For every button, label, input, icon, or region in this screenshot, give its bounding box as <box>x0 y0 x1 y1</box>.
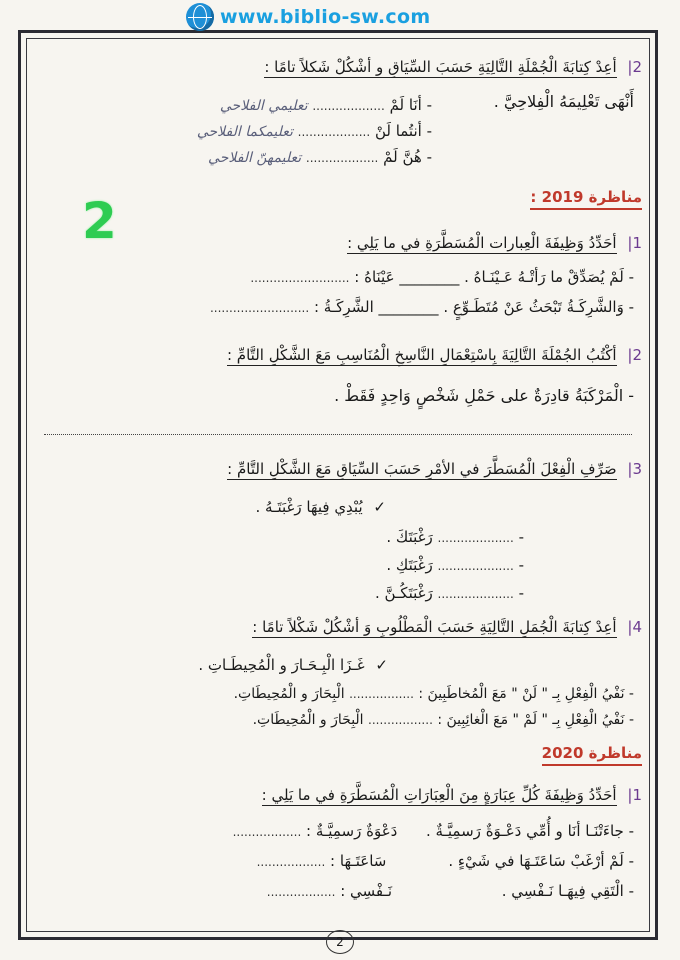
answer-dots: ................. <box>368 713 433 727</box>
source-sentence: - الْمَرْكَبَةُ قادِرَةٌ على حَمْلِ شَخْصٍ وَاحِدٍ فَقَطْ . <box>334 386 634 405</box>
term-label: عَيْنَاهُ : <box>354 268 395 286</box>
conjugation-line <box>34 528 524 546</box>
term-label: دَعْوَةٌ رَسمِيَّـةٌ : <box>306 822 398 840</box>
handwritten-answer: تعليمكما الفلاحي <box>196 124 293 140</box>
answer-dots: ................... <box>312 99 385 113</box>
exam-label: مناظرة 2019 : <box>530 188 642 206</box>
question-title: أعِدْ كِتابَةَ الْجُمَلِ التَّالِيَةِ حَسَبَ الْمَطْلُوبِ وَ أشْكُلْ شَكْلاً تامًا : <box>252 618 617 636</box>
handwritten-answer: تعليمهنّ الفلاحي <box>208 150 302 166</box>
exam-header-2019 <box>34 188 642 210</box>
transform-line <box>34 712 634 728</box>
source-sentence-line <box>34 656 388 674</box>
answer-line <box>34 148 432 166</box>
conjugation-line <box>34 556 524 574</box>
question-title: صَرِّفِ الْفِعْلَ الْمُسَطَّرَ في الأمْرِ حَسَبَ السِّيَاقِ مَعَ الشَّكْلِ التَّامِّ : <box>227 460 617 478</box>
question-heading <box>34 618 642 636</box>
question-title: أعِدْ كِتابَةَ الْجُمْلَةِ التَّالِيَةِ حَسَبَ السِّيَاقِ و أشْكُلْ شَكلاً تامًا : <box>264 58 617 76</box>
question-heading <box>34 460 642 478</box>
source-sentence: يُبْدِي فِيهَا رَغْبَتَـهُ . <box>255 498 363 516</box>
term-label: سَاعَتَـهَا : <box>330 852 387 870</box>
transform-line <box>34 686 634 702</box>
answer-dots: .......................... <box>209 301 310 315</box>
answer-dotted-line <box>44 434 632 435</box>
question-title: أكْتُبُ الجُمْلَةَ التَّالِيَةَ بِاسْتِعْمَالِ النَّاسِخِ الْمُنَاسِبِ مَعَ الشَّكْلِ التَّامِّ : <box>226 346 617 364</box>
answer-dots: .................. <box>232 825 302 839</box>
question-heading <box>34 58 642 76</box>
sentence-text: - وَالشَّرِكَـةُ تَبْحَثُ عَنْ مُتَطَـوِّعٍ . <box>443 298 634 316</box>
question-heading <box>34 234 642 252</box>
exercise-line <box>34 822 634 840</box>
suffix-text: رَغْبَتَكَ . <box>386 528 433 546</box>
tail-text: الْبِحَارَ و الْمُحِيطَاتِ. <box>233 686 345 702</box>
answer-dots: .................... <box>437 531 514 545</box>
answer-dots: ................. <box>349 687 414 701</box>
answer-dots: .................... <box>437 587 514 601</box>
source-sentence: غَـزَا الْبِـحَـارَ و الْمُحِيطَـاتِ . <box>198 656 365 674</box>
question-title: أحَدِّدُ وَظِيفَةَ الْعِبارات الْمُسَطَّرَةِ في ما يَلِي : <box>347 234 617 252</box>
site-watermark <box>186 2 496 32</box>
prompt-text: - أنتُما لَنْ <box>374 122 432 140</box>
question-number: 2| <box>627 346 642 364</box>
exam-label: مناظرة 2020 <box>541 744 642 762</box>
suffix-text: رَغْبَتَكُـنَّ . <box>374 584 433 602</box>
sentence-text: - جاءَتْنَـا أنَا و أُمِّي دَعْـوَةٌ رَسمِيَّـةٌ . <box>425 822 634 840</box>
exercise-line <box>34 882 634 900</box>
watermark-url: www.biblio-sw.com <box>220 6 431 28</box>
answer-dots: ................... <box>305 151 379 165</box>
conjugation-line <box>34 584 524 602</box>
checkmark-icon: ✓ <box>375 656 388 674</box>
handwritten-answer: تعليمي الفلاحي <box>219 98 308 114</box>
question-number: 3| <box>627 460 642 478</box>
question-number: 1| <box>627 786 642 804</box>
exam-header-2020 <box>34 744 642 766</box>
worksheet-content <box>34 44 642 924</box>
term-label: الشَّرِكَـةُ : <box>313 298 374 316</box>
sentence-text: - لَمْ يُصَدِّقْ ما رَأتْـهُ عَـيْنَـاهُ . <box>464 268 634 286</box>
question-number: 1| <box>627 234 642 252</box>
answer-line <box>34 96 432 114</box>
question-number: 2| <box>627 58 642 76</box>
source-sentence: أَنْهَى تَعْلِيمَهُ الْفِلاحِيَّ . <box>493 92 634 111</box>
page-number: 2 <box>326 930 354 954</box>
question-heading <box>34 786 642 804</box>
checkmark-icon: ✓ <box>373 498 386 516</box>
answer-line <box>34 122 432 140</box>
question-title: أحَدِّدُ وَظِيفَةَ كُلِّ عِبَارَةٍ مِنَ الْعِبَارَاتِ الْمُسَطَّرَةِ في ما يَلِي : <box>261 786 617 804</box>
globe-icon <box>186 3 214 31</box>
dash: - <box>518 556 524 574</box>
answer-dots: .................. <box>266 885 336 899</box>
sentence-text: - لَمْ أرْغَبْ سَاعَتَـهَا في شَيْءٍ . <box>448 852 634 870</box>
prompt-text: - أنَا لَمْ <box>389 96 432 114</box>
sentence-text: - الْتَقِي فِيهَـا نَـفْسِي . <box>501 882 634 900</box>
blank-line: ________ <box>378 298 439 316</box>
instruction-text: - نَفْيُ الْفِعْلِ بِـ " لَنْ " مَعَ الْمُخاطَبِينَ : <box>418 686 634 702</box>
exercise-line <box>34 268 634 286</box>
exercise-line <box>34 852 634 870</box>
answer-dots: .................... <box>437 559 514 573</box>
exercise-line <box>34 298 634 316</box>
source-sentence-line <box>34 498 386 516</box>
suffix-text: رَغْبَتَكِ . <box>386 556 433 574</box>
term-label: نَـفْسِي : <box>340 882 393 900</box>
answer-dots: ................... <box>297 125 371 139</box>
question-heading <box>34 346 642 364</box>
answer-dots: .................. <box>256 855 326 869</box>
blank-line: ________ <box>399 268 460 286</box>
prompt-text: - هُنَّ لَمْ <box>383 148 432 166</box>
green-number-badge: 2 <box>82 192 117 250</box>
instruction-text: - نَفْيُ الْفِعْلِ بِـ " لَمْ " مَعَ الْغائِبِينَ : <box>437 712 634 728</box>
dash: - <box>518 528 524 546</box>
question-number: 4| <box>627 618 642 636</box>
answer-dots: .......................... <box>250 271 350 285</box>
dash: - <box>518 584 524 602</box>
tail-text: الْبِحَارَ و الْمُحِيطَاتِ. <box>252 712 364 728</box>
